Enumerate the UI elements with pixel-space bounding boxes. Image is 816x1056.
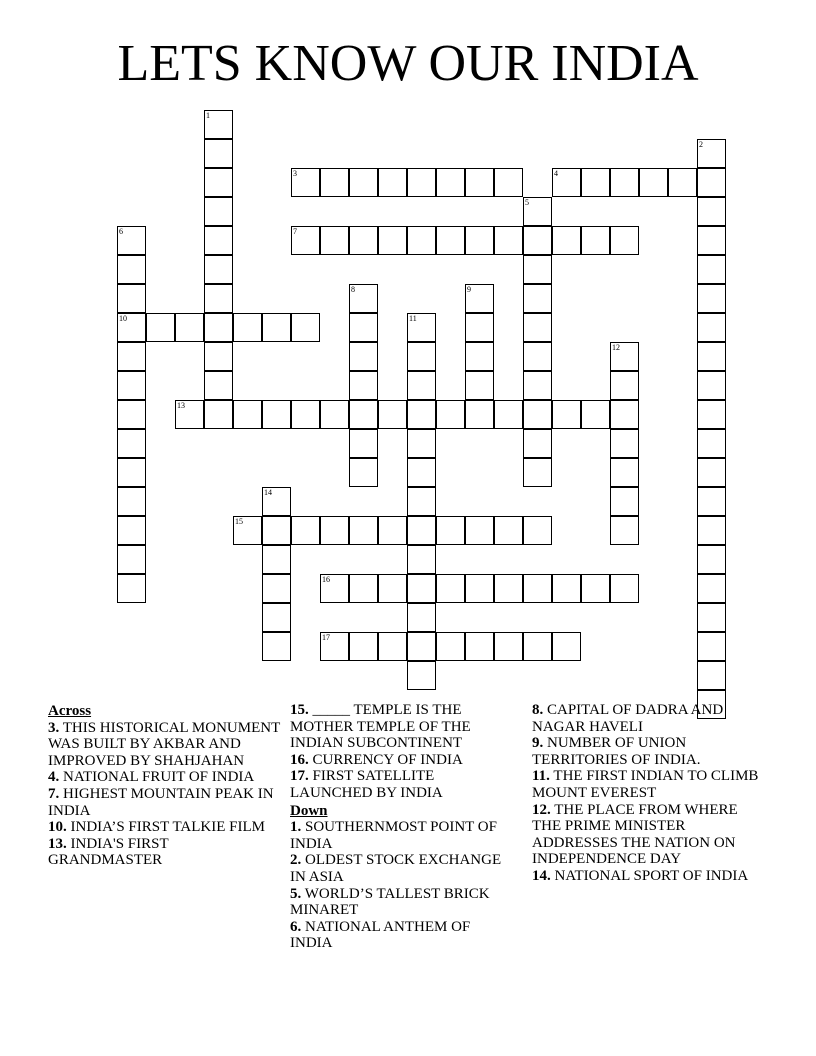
- grid-cell[interactable]: [697, 226, 726, 255]
- grid-cell[interactable]: [407, 226, 436, 255]
- grid-cell[interactable]: [552, 226, 581, 255]
- grid-cell[interactable]: [320, 400, 349, 429]
- grid-cell[interactable]: [697, 632, 726, 661]
- grid-cell[interactable]: [407, 342, 436, 371]
- clue-item-text: CAPITAL OF DADRA AND NAGAR HAVELI: [532, 702, 724, 735]
- grid-cell[interactable]: [697, 400, 726, 429]
- clue-item: [290, 702, 515, 752]
- clue-number: 12: [612, 343, 620, 352]
- grid-cell[interactable]: [523, 400, 552, 429]
- grid-cell[interactable]: [204, 313, 233, 342]
- clue-item-text: NUMBER OF UNION TERRITORIES OF INDIA.: [532, 735, 701, 768]
- grid-cell[interactable]: [291, 313, 320, 342]
- grid-cell[interactable]: [697, 487, 726, 516]
- clue-item-number: 17.: [290, 768, 309, 785]
- clue-item-text: NATIONAL SPORT OF INDIA: [550, 867, 749, 884]
- grid-cell[interactable]: [175, 400, 204, 429]
- grid-cell[interactable]: [349, 574, 378, 603]
- grid-cell[interactable]: [320, 168, 349, 197]
- grid-cell[interactable]: [465, 168, 494, 197]
- grid-cell[interactable]: [697, 342, 726, 371]
- grid-cell[interactable]: [117, 313, 146, 342]
- grid-cell[interactable]: [349, 632, 378, 661]
- clue-item-number: 2.: [290, 852, 302, 869]
- grid-cell[interactable]: [523, 632, 552, 661]
- clue-item-text: _____ TEMPLE IS THE MOTHER TEMPLE OF THE INDIAN SUBCONTINENT: [290, 702, 471, 752]
- grid-cell[interactable]: [697, 516, 726, 545]
- grid-cell[interactable]: [523, 226, 552, 255]
- grid-cell[interactable]: [668, 168, 697, 197]
- clue-number: 16: [322, 575, 330, 584]
- grid-cell[interactable]: [697, 197, 726, 226]
- grid-cell[interactable]: [262, 574, 291, 603]
- grid-cell[interactable]: [117, 342, 146, 371]
- grid-cell[interactable]: [523, 516, 552, 545]
- grid-cell[interactable]: [697, 255, 726, 284]
- clue-number: 11: [409, 314, 417, 323]
- grid-cell[interactable]: [610, 429, 639, 458]
- grid-cell[interactable]: [320, 226, 349, 255]
- grid-cell[interactable]: [204, 400, 233, 429]
- grid-cell[interactable]: [465, 516, 494, 545]
- clue-item-number: 16.: [290, 751, 309, 768]
- clue-item-text: NATIONAL FRUIT OF INDIA: [59, 769, 255, 786]
- clue-item-number: 3.: [48, 719, 60, 736]
- clue-item-text: FIRST SATELLITE LAUNCHED BY INDIA: [290, 768, 443, 801]
- clue-item: [532, 702, 768, 735]
- clue-item-number: 14.: [532, 867, 551, 884]
- grid-cell[interactable]: [378, 226, 407, 255]
- grid-cell[interactable]: [117, 574, 146, 603]
- across-heading: Across: [48, 703, 92, 719]
- grid-cell[interactable]: [117, 371, 146, 400]
- down-clue-list: [290, 819, 515, 952]
- grid-cell[interactable]: [349, 226, 378, 255]
- grid-cell[interactable]: [523, 284, 552, 313]
- clue-item-number: 9.: [532, 735, 544, 752]
- grid-cell[interactable]: [581, 226, 610, 255]
- grid-cell[interactable]: [262, 632, 291, 661]
- clue-number: 3: [293, 169, 297, 178]
- clue-item-text: THE FIRST INDIAN TO CLIMB MOUNT EVEREST: [532, 768, 759, 801]
- clue-item-text: OLDEST STOCK EXCHANGE IN ASIA: [290, 852, 502, 885]
- grid-cell[interactable]: [465, 371, 494, 400]
- grid-cell[interactable]: [262, 516, 291, 545]
- grid-cell[interactable]: [697, 139, 726, 168]
- grid-cell[interactable]: [610, 342, 639, 371]
- grid-cell[interactable]: [465, 400, 494, 429]
- grid-cell[interactable]: [320, 574, 349, 603]
- clue-item-number: 5.: [290, 885, 302, 902]
- grid-cell[interactable]: [233, 313, 262, 342]
- grid-cell[interactable]: [262, 603, 291, 632]
- clue-item-number: 10.: [48, 819, 67, 836]
- grid-cell[interactable]: [697, 313, 726, 342]
- clue-item-number: 11.: [532, 768, 550, 785]
- grid-cell[interactable]: [320, 516, 349, 545]
- grid-cell[interactable]: [581, 168, 610, 197]
- across-clue-list-continued: [290, 702, 515, 802]
- grid-cell[interactable]: [610, 226, 639, 255]
- grid-cell[interactable]: [407, 487, 436, 516]
- grid-cell[interactable]: [697, 661, 726, 690]
- clue-item-text: HIGHEST MOUNTAIN PEAK IN INDIA: [48, 785, 274, 819]
- grid-cell[interactable]: [349, 371, 378, 400]
- clue-item-number: 13.: [48, 835, 67, 852]
- clue-number: 17: [322, 633, 330, 642]
- clue-item: [290, 852, 515, 885]
- grid-cell[interactable]: [407, 545, 436, 574]
- grid-cell[interactable]: [552, 168, 581, 197]
- clue-item: [532, 735, 768, 768]
- grid-cell[interactable]: [407, 429, 436, 458]
- grid-cell[interactable]: [291, 226, 320, 255]
- grid-cell[interactable]: [523, 371, 552, 400]
- grid-cell[interactable]: [204, 110, 233, 139]
- clue-item-number: 15.: [290, 702, 309, 718]
- grid-cell[interactable]: [349, 168, 378, 197]
- grid-cell[interactable]: [436, 632, 465, 661]
- grid-cell[interactable]: [639, 168, 668, 197]
- grid-cell[interactable]: [697, 371, 726, 400]
- grid-cell[interactable]: [407, 400, 436, 429]
- grid-cell[interactable]: [349, 313, 378, 342]
- grid-cell[interactable]: [436, 400, 465, 429]
- grid-cell[interactable]: [610, 168, 639, 197]
- grid-cell[interactable]: [378, 400, 407, 429]
- grid-cell[interactable]: [407, 603, 436, 632]
- grid-cell[interactable]: [407, 371, 436, 400]
- grid-cell[interactable]: [581, 400, 610, 429]
- grid-cell[interactable]: [610, 516, 639, 545]
- grid-cell[interactable]: [552, 574, 581, 603]
- grid-cell[interactable]: [117, 226, 146, 255]
- grid-cell[interactable]: [581, 574, 610, 603]
- grid-cell[interactable]: [291, 516, 320, 545]
- clue-item: [48, 720, 280, 770]
- grid-cell[interactable]: [320, 632, 349, 661]
- clue-item-text: THE PLACE FROM WHERE THE PRIME MINISTER ADDRESSES THE NATION ON INDEPENDENCE DAY: [532, 801, 738, 868]
- grid-cell[interactable]: [262, 487, 291, 516]
- grid-cell[interactable]: [117, 429, 146, 458]
- clue-item: [532, 868, 768, 885]
- grid-cell[interactable]: [204, 168, 233, 197]
- grid-cell[interactable]: [523, 313, 552, 342]
- grid-cell[interactable]: [697, 545, 726, 574]
- grid-cell[interactable]: [349, 400, 378, 429]
- clue-item-number: 7.: [48, 785, 60, 802]
- grid-cell[interactable]: [552, 400, 581, 429]
- grid-cell[interactable]: [697, 168, 726, 197]
- clue-item-text: NATIONAL ANTHEM OF INDIA: [290, 918, 471, 952]
- clue-item: [290, 819, 515, 852]
- clue-number: 8: [351, 285, 355, 294]
- clue-item-number: 4.: [48, 769, 60, 786]
- grid-cell[interactable]: [436, 226, 465, 255]
- grid-cell[interactable]: [378, 516, 407, 545]
- grid-cell[interactable]: [146, 313, 175, 342]
- grid-cell[interactable]: [523, 458, 552, 487]
- grid-cell[interactable]: [204, 255, 233, 284]
- grid-cell[interactable]: [349, 516, 378, 545]
- grid-cell[interactable]: [117, 284, 146, 313]
- grid-cell[interactable]: [117, 545, 146, 574]
- clue-item-text: WORLD’S TALLEST BRICK MINARET: [290, 885, 490, 919]
- grid-cell[interactable]: [436, 516, 465, 545]
- clue-item-text: INDIA'S FIRST GRANDMASTER: [48, 835, 169, 869]
- grid-cell[interactable]: [378, 574, 407, 603]
- grid-cell[interactable]: [436, 574, 465, 603]
- grid-cell[interactable]: [494, 168, 523, 197]
- grid-cell[interactable]: [523, 342, 552, 371]
- grid-cell[interactable]: [262, 545, 291, 574]
- grid-cell[interactable]: [494, 632, 523, 661]
- grid-cell[interactable]: [494, 400, 523, 429]
- page-title: LETS KNOW OUR INDIA: [117, 35, 699, 92]
- grid-cell[interactable]: [378, 632, 407, 661]
- grid-cell[interactable]: [465, 313, 494, 342]
- clue-item-text: INDIA’S FIRST TALKIE FILM: [66, 819, 266, 836]
- clue-item: [48, 769, 280, 786]
- clue-number: 9: [467, 285, 471, 294]
- grid-cell[interactable]: [175, 313, 204, 342]
- grid-cell[interactable]: [494, 226, 523, 255]
- grid-cell[interactable]: [262, 400, 291, 429]
- grid-cell[interactable]: [407, 516, 436, 545]
- grid-cell[interactable]: [378, 168, 407, 197]
- grid-cell[interactable]: [204, 284, 233, 313]
- across-clue-list: [48, 720, 280, 869]
- grid-cell[interactable]: [610, 487, 639, 516]
- grid-cell[interactable]: [291, 400, 320, 429]
- grid-cell[interactable]: [610, 400, 639, 429]
- grid-cell[interactable]: [233, 400, 262, 429]
- grid-cell[interactable]: [610, 574, 639, 603]
- clue-item: [48, 836, 280, 869]
- clue-number: 7: [293, 227, 297, 236]
- grid-cell[interactable]: [349, 458, 378, 487]
- grid-cell[interactable]: [697, 284, 726, 313]
- grid-cell[interactable]: [610, 458, 639, 487]
- grid-cell[interactable]: [117, 516, 146, 545]
- down-heading: Down: [290, 802, 328, 819]
- grid-cell[interactable]: [465, 342, 494, 371]
- grid-cell[interactable]: [494, 516, 523, 545]
- grid-cell[interactable]: [204, 342, 233, 371]
- grid-cell[interactable]: [552, 632, 581, 661]
- grid-cell[interactable]: [465, 574, 494, 603]
- clue-item-number: 8.: [532, 702, 544, 718]
- grid-cell[interactable]: [465, 226, 494, 255]
- grid-cell[interactable]: [204, 139, 233, 168]
- grid-cell[interactable]: [349, 284, 378, 313]
- clue-item: [290, 752, 515, 769]
- grid-cell[interactable]: [407, 168, 436, 197]
- grid-cell[interactable]: [494, 574, 523, 603]
- clue-item: [290, 919, 515, 952]
- clue-item: [532, 802, 768, 868]
- clue-number: 14: [264, 488, 272, 497]
- grid-cell[interactable]: [610, 371, 639, 400]
- clue-number: 15: [235, 517, 243, 526]
- grid-cell[interactable]: [117, 487, 146, 516]
- grid-cell[interactable]: [262, 313, 291, 342]
- clue-number: 1: [206, 111, 210, 120]
- grid-cell[interactable]: [407, 313, 436, 342]
- clue-item-number: 6.: [290, 918, 302, 935]
- clue-number: 6: [119, 227, 123, 236]
- clue-column-1: [48, 702, 280, 869]
- grid-cell[interactable]: [349, 429, 378, 458]
- grid-cell[interactable]: [523, 255, 552, 284]
- grid-cell[interactable]: [204, 226, 233, 255]
- grid-cell[interactable]: [523, 197, 552, 226]
- clue-item-text: SOUTHERNMOST POINT OF INDIA: [290, 819, 497, 852]
- clue-item: [532, 768, 768, 801]
- grid-cell[interactable]: [233, 516, 262, 545]
- grid-cell[interactable]: [117, 458, 146, 487]
- grid-cell[interactable]: [523, 574, 552, 603]
- clue-item-number: 1.: [290, 819, 302, 836]
- grid-cell[interactable]: [291, 168, 320, 197]
- clue-item: [48, 819, 280, 836]
- grid-cell[interactable]: [117, 255, 146, 284]
- grid-cell[interactable]: [204, 371, 233, 400]
- clue-column-2: [290, 702, 515, 952]
- clue-item-text: CURRENCY OF INDIA: [308, 751, 463, 768]
- grid-cell[interactable]: [407, 574, 436, 603]
- grid-cell[interactable]: [407, 632, 436, 661]
- down-clue-list-continued: [532, 702, 768, 885]
- grid-cell[interactable]: [465, 632, 494, 661]
- clue-number: 10: [119, 314, 127, 323]
- grid-cell[interactable]: [697, 603, 726, 632]
- grid-cell[interactable]: [697, 574, 726, 603]
- grid-cell[interactable]: [349, 342, 378, 371]
- grid-cell[interactable]: [407, 458, 436, 487]
- grid-cell[interactable]: [523, 429, 552, 458]
- grid-cell[interactable]: [697, 458, 726, 487]
- grid-cell[interactable]: [697, 429, 726, 458]
- clue-number: 13: [177, 401, 185, 410]
- clue-number: 4: [554, 169, 558, 178]
- clue-item-text: THIS HISTORICAL MONUMENT WAS BUILT BY AKBAR AND IMPROVED BY SHAHJAHAN: [48, 719, 280, 769]
- clue-item: [290, 768, 515, 801]
- clue-column-3: [532, 702, 768, 885]
- clue-item: [290, 886, 515, 919]
- clue-item-number: 12.: [532, 801, 551, 818]
- grid-cell[interactable]: [117, 400, 146, 429]
- grid-cell[interactable]: [436, 168, 465, 197]
- clue-number: 2: [699, 140, 703, 149]
- grid-cell[interactable]: [465, 284, 494, 313]
- grid-cell[interactable]: [407, 661, 436, 690]
- grid-cell[interactable]: [204, 197, 233, 226]
- clue-number: 5: [525, 198, 529, 207]
- clue-item: [48, 786, 280, 819]
